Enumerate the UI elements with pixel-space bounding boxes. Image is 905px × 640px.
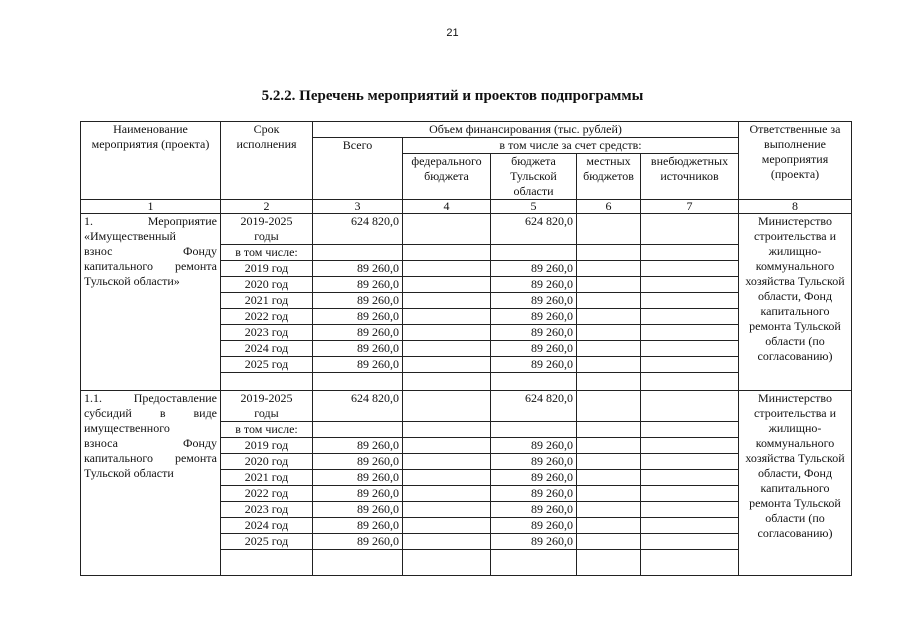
header-term: Срок исполнения	[221, 122, 313, 200]
year-regional: 89 260,0	[491, 454, 577, 470]
empty-cell	[221, 373, 313, 391]
column-number-row	[81, 200, 852, 214]
year-regional: 89 260,0	[491, 293, 577, 309]
local-cell	[577, 502, 641, 518]
empty-cell	[577, 422, 641, 438]
term-years: 2019-2025	[240, 391, 293, 405]
empty-cell	[491, 422, 577, 438]
empty-cell	[313, 422, 403, 438]
year-label: 2025 год	[221, 534, 313, 550]
activity-name-line: взноса Фонду	[84, 436, 217, 450]
local-cell	[577, 391, 641, 422]
activity-total: 624 820,0	[313, 391, 403, 422]
year-label: 2023 год	[221, 502, 313, 518]
empty-cell	[313, 245, 403, 261]
year-total: 89 260,0	[313, 325, 403, 341]
empty-cell	[641, 245, 739, 261]
column-number: 7	[641, 200, 739, 214]
activity-name-line: Тульской области»	[84, 274, 180, 288]
year-total: 89 260,0	[313, 293, 403, 309]
year-regional: 89 260,0	[491, 261, 577, 277]
year-label: 2019 год	[221, 261, 313, 277]
activity-name-cell	[81, 214, 221, 391]
column-number: 4	[403, 200, 491, 214]
extra-cell	[641, 470, 739, 486]
year-regional: 89 260,0	[491, 518, 577, 534]
year-regional: 89 260,0	[491, 438, 577, 454]
local-cell	[577, 277, 641, 293]
header-responsible: Ответственные за выполнение мероприятия (проекта)	[739, 122, 852, 200]
year-total: 89 260,0	[313, 357, 403, 373]
extra-cell	[641, 454, 739, 470]
extra-cell	[641, 534, 739, 550]
local-cell	[577, 261, 641, 277]
empty-cell	[221, 550, 313, 576]
year-label: 2024 год	[221, 341, 313, 357]
column-number: 6	[577, 200, 641, 214]
empty-cell	[403, 550, 491, 576]
year-total: 89 260,0	[313, 309, 403, 325]
extra-cell	[641, 391, 739, 422]
column-number: 8	[739, 200, 852, 214]
federal-cell	[403, 534, 491, 550]
year-total: 89 260,0	[313, 534, 403, 550]
year-label: 2025 год	[221, 357, 313, 373]
empty-cell	[313, 373, 403, 391]
activity-name-line: 1. Мероприятие	[84, 214, 217, 228]
local-cell	[577, 341, 641, 357]
empty-cell	[641, 550, 739, 576]
activity-total: 624 820,0	[313, 214, 403, 245]
empty-cell	[577, 245, 641, 261]
year-regional: 89 260,0	[491, 534, 577, 550]
extra-cell	[641, 486, 739, 502]
local-cell	[577, 486, 641, 502]
local-cell	[577, 214, 641, 245]
activity-name-line: субсидий в виде	[84, 406, 217, 420]
activity-name-line: «Имущественный	[84, 229, 176, 243]
empty-cell	[641, 422, 739, 438]
activity-regional: 624 820,0	[491, 391, 577, 422]
local-cell	[577, 357, 641, 373]
page-title: 5.2.2. Перечень мероприятий и проектов подпрограммы	[261, 88, 644, 104]
year-label: 2021 год	[221, 293, 313, 309]
year-total: 89 260,0	[313, 341, 403, 357]
federal-cell	[403, 325, 491, 341]
year-total: 89 260,0	[313, 277, 403, 293]
extra-cell	[641, 502, 739, 518]
activity-row	[81, 214, 852, 245]
year-label: 2023 год	[221, 325, 313, 341]
empty-cell	[641, 373, 739, 391]
year-total: 89 260,0	[313, 470, 403, 486]
activity-row	[81, 391, 852, 422]
local-cell	[577, 534, 641, 550]
year-regional: 89 260,0	[491, 341, 577, 357]
federal-cell	[403, 293, 491, 309]
local-cell	[577, 518, 641, 534]
year-label: 2021 год	[221, 470, 313, 486]
federal-cell	[403, 261, 491, 277]
activity-term	[221, 391, 313, 422]
federal-cell	[403, 357, 491, 373]
year-total: 89 260,0	[313, 502, 403, 518]
extra-cell	[641, 325, 739, 341]
extra-cell	[641, 341, 739, 357]
year-label: 2020 год	[221, 454, 313, 470]
year-total: 89 260,0	[313, 261, 403, 277]
empty-cell	[577, 550, 641, 576]
local-cell	[577, 293, 641, 309]
empty-cell	[403, 245, 491, 261]
federal-cell	[403, 502, 491, 518]
term-years: 2019-2025	[240, 214, 293, 228]
empty-cell	[577, 373, 641, 391]
column-number: 2	[221, 200, 313, 214]
year-total: 89 260,0	[313, 454, 403, 470]
page-number: 21	[446, 27, 459, 39]
empty-cell	[313, 550, 403, 576]
activity-name-line: Тульской области	[84, 466, 174, 480]
extra-cell	[641, 261, 739, 277]
extra-cell	[641, 277, 739, 293]
federal-cell	[403, 214, 491, 245]
federal-cell	[403, 309, 491, 325]
activity-responsible: Министерство строительства и жилищно-коммунального хозяйства Тульской области, Фонд капитального ремонта Тульской области (по согласованию)	[739, 391, 852, 576]
term-unit: годы	[254, 229, 279, 243]
year-label: 2019 год	[221, 438, 313, 454]
header-name: Наименование мероприятия (проекта)	[81, 122, 221, 200]
federal-cell	[403, 391, 491, 422]
empty-cell	[491, 373, 577, 391]
empty-cell	[491, 550, 577, 576]
federal-cell	[403, 486, 491, 502]
extra-cell	[641, 214, 739, 245]
including-label: в том числе:	[221, 245, 313, 261]
header-including: в том числе за счет средств:	[403, 138, 739, 154]
year-regional: 89 260,0	[491, 486, 577, 502]
year-regional: 89 260,0	[491, 470, 577, 486]
year-total: 89 260,0	[313, 438, 403, 454]
activity-name-line: имущественного	[84, 421, 170, 435]
year-regional: 89 260,0	[491, 502, 577, 518]
header-federal: федерального бюджета	[403, 154, 491, 200]
extra-cell	[641, 438, 739, 454]
local-cell	[577, 325, 641, 341]
activity-term	[221, 214, 313, 245]
local-cell	[577, 438, 641, 454]
including-label: в том числе:	[221, 422, 313, 438]
year-total: 89 260,0	[313, 486, 403, 502]
federal-cell	[403, 470, 491, 486]
column-number: 1	[81, 200, 221, 214]
extra-cell	[641, 518, 739, 534]
activity-name-line: капитального ремонта	[84, 259, 217, 273]
year-label: 2024 год	[221, 518, 313, 534]
activity-name-line: капитального ремонта	[84, 451, 217, 465]
header-extra: внебюджетных источников	[641, 154, 739, 200]
local-cell	[577, 454, 641, 470]
federal-cell	[403, 518, 491, 534]
year-regional: 89 260,0	[491, 277, 577, 293]
activity-regional: 624 820,0	[491, 214, 577, 245]
empty-cell	[403, 373, 491, 391]
activity-responsible: Министерство строительства и жилищно-коммунального хозяйства Тульской области, Фонд капитального ремонта Тульской области (по согласованию)	[739, 214, 852, 391]
federal-cell	[403, 438, 491, 454]
activity-name-cell	[81, 391, 221, 576]
federal-cell	[403, 277, 491, 293]
federal-cell	[403, 341, 491, 357]
activity-name-line: взнос Фонду	[84, 244, 217, 258]
local-cell	[577, 309, 641, 325]
federal-cell	[403, 454, 491, 470]
column-number: 5	[491, 200, 577, 214]
empty-cell	[403, 422, 491, 438]
header-regional: бюджета Тульской области	[491, 154, 577, 200]
year-regional: 89 260,0	[491, 309, 577, 325]
year-total: 89 260,0	[313, 518, 403, 534]
header-financing: Объем финансирования (тыс. рублей)	[313, 122, 739, 138]
term-unit: годы	[254, 406, 279, 420]
extra-cell	[641, 309, 739, 325]
column-number: 3	[313, 200, 403, 214]
extra-cell	[641, 357, 739, 373]
header-local: местных бюджетов	[577, 154, 641, 200]
extra-cell	[641, 293, 739, 309]
activities-table	[80, 121, 852, 576]
year-label: 2020 год	[221, 277, 313, 293]
year-regional: 89 260,0	[491, 357, 577, 373]
local-cell	[577, 470, 641, 486]
header-total: Всего	[313, 138, 403, 200]
activity-name-line: 1.1. Предоставление	[84, 391, 217, 405]
year-regional: 89 260,0	[491, 325, 577, 341]
year-label: 2022 год	[221, 309, 313, 325]
year-label: 2022 год	[221, 486, 313, 502]
empty-cell	[491, 245, 577, 261]
